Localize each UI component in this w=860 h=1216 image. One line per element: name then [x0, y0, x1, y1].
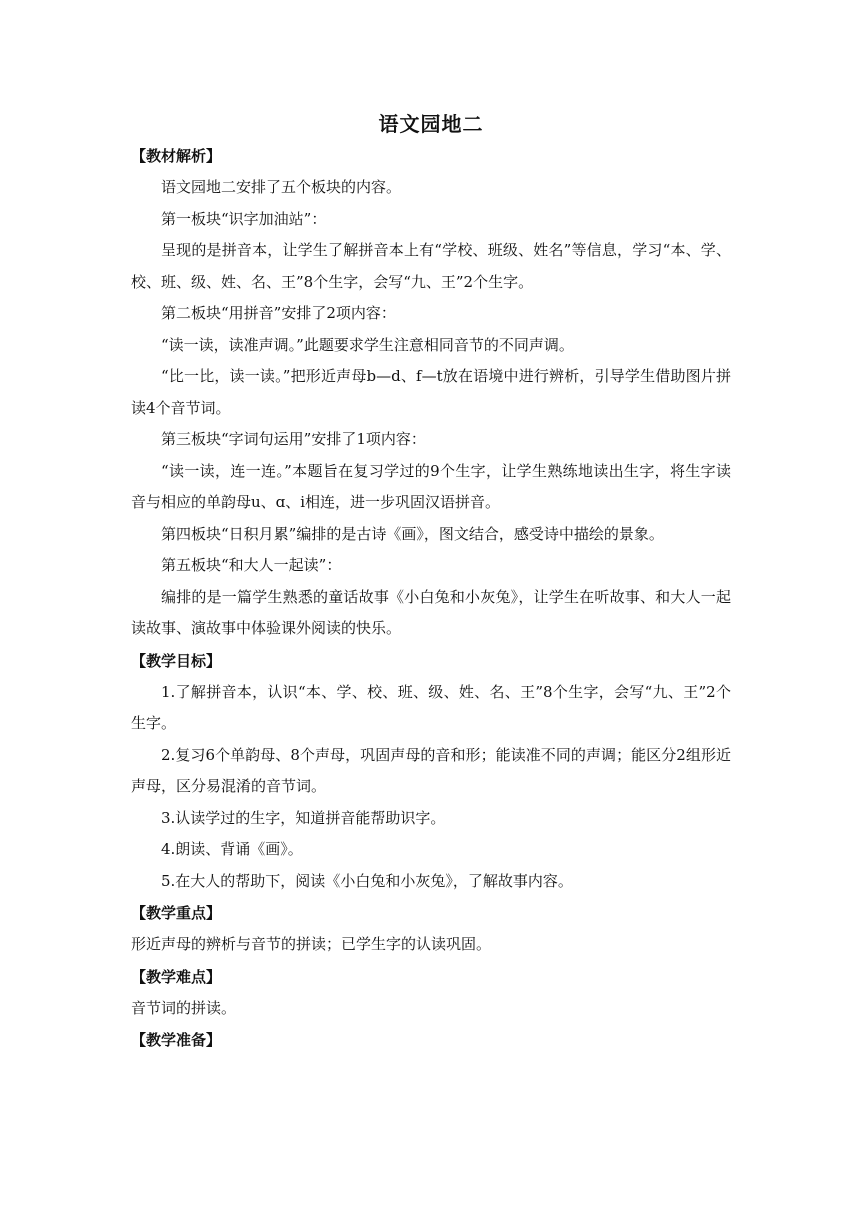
goal-item: 2.复习6个单韵母、8个声母，巩固声母的音和形；能读准不同的声调；能区分2组形近声母，区分易混淆的音节词。 [131, 745, 731, 795]
goal-item: 3.认读学过的生字，知道拼音能帮助识字。 [161, 808, 446, 827]
section-heading-preparation: 【教学准备】 [131, 1031, 222, 1049]
analysis-paragraph: 第二板块“用拼音”安排了2项内容： [161, 304, 396, 322]
key-points-text: 形近声母的辨析与音节的拼读；已学生字的认读巩固。 [131, 935, 492, 953]
analysis-paragraph: 第五板块“和大人一起读”： [161, 556, 342, 574]
analysis-paragraph: “比一比，读一读。”把形近声母b—d、f—t放在语境中进行辨析，引导学生借助图片拼读4个音节词。 [131, 367, 731, 417]
page-title: 语文园地二 [378, 112, 484, 136]
analysis-paragraph: “读一读，连一连。”本题旨在复习学过的9个生字，让学生熟练地读出生字，将生字读音与相应的单韵母u、ɑ、i相连，进一步巩固汉语拼音。 [131, 461, 731, 511]
goal-item: 4.朗读、背诵《画》。 [161, 840, 303, 858]
analysis-paragraph: 第三板块“字词句运用”安排了1项内容： [161, 430, 426, 448]
section-heading-analysis: 【教材解析】 [131, 147, 222, 165]
analysis-paragraph: 语文园地二安排了五个板块的内容。 [161, 178, 402, 196]
goal-item: 1.了解拼音本，认识“本、学、校、班、级、姓、名、王”8个生字，会写“九、王”2个生字。 [131, 682, 731, 732]
section-heading-goals: 【教学目标】 [131, 651, 222, 670]
goal-item: 5.在大人的帮助下，阅读《小白兔和小灰兔》，了解故事内容。 [161, 871, 573, 890]
document-body [131, 140, 731, 1056]
difficulties-text: 音节词的拼读。 [131, 998, 237, 1017]
analysis-paragraph: 编排的是一篇学生熟悉的童话故事《小白兔和小灰兔》，让学生在听故事、和大人一起读故事、演故事中体验课外阅读的快乐。 [131, 587, 731, 637]
analysis-paragraph: “读一读，读准声调。”此题要求学生注意相同音节的不同声调。 [161, 335, 574, 354]
analysis-paragraph: 第一板块“识字加油站”： [161, 209, 327, 228]
analysis-paragraph: 呈现的是拼音本，让学生了解拼音本上有“学校、班级、姓名”等信息，学习“本、学、校、班、级、姓、名、王”8个生字，会写“九、王”2个生字。 [131, 241, 731, 291]
analysis-paragraph: 第四板块“日积月累”编排的是古诗《画》，图文结合，感受诗中描绘的景象。 [161, 524, 664, 543]
section-heading-difficulties: 【教学难点】 [131, 967, 222, 986]
section-heading-key-points: 【教学重点】 [131, 904, 222, 922]
